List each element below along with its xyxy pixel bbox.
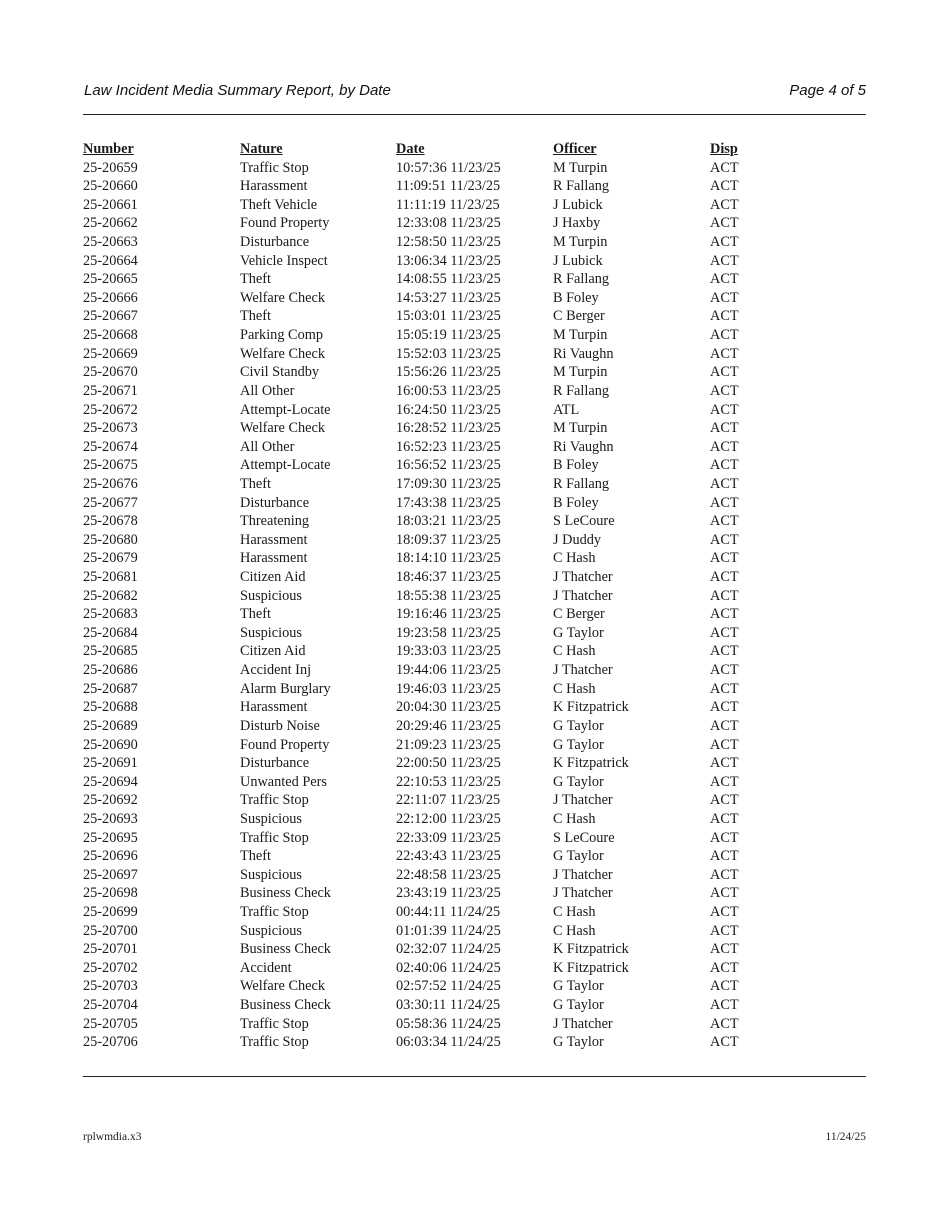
- incident-number: 25-20698: [83, 885, 138, 902]
- incident-date: 06:03:34 11/24/25: [396, 1034, 501, 1051]
- incident-number: 25-20662: [83, 215, 138, 232]
- incident-nature: Unwanted Pers: [240, 773, 327, 790]
- incident-disp: ACT: [710, 234, 739, 251]
- incident-date: 18:46:37 11/23/25: [396, 569, 501, 586]
- incident-officer: R Fallang: [553, 178, 609, 195]
- incident-number: 25-20706: [83, 1034, 138, 1051]
- incident-officer: S LeCoure: [553, 513, 615, 530]
- incident-disp: ACT: [710, 755, 739, 772]
- incident-officer: G Taylor: [553, 1034, 604, 1051]
- incident-nature: All Other: [240, 438, 295, 455]
- incident-number: 25-20675: [83, 457, 138, 474]
- incident-disp: ACT: [710, 699, 739, 716]
- incident-disp: ACT: [710, 1034, 739, 1051]
- incident-number: 25-20672: [83, 401, 138, 418]
- incident-number: 25-20679: [83, 550, 138, 567]
- incident-officer: C Berger: [553, 606, 605, 623]
- print-date: 11/24/25: [825, 1131, 866, 1143]
- incident-officer: J Thatcher: [553, 587, 613, 604]
- incident-disp: ACT: [710, 531, 739, 548]
- incident-disp: ACT: [710, 736, 739, 753]
- column-header-date: Date: [396, 141, 425, 157]
- incident-date: 18:55:38 11/23/25: [396, 587, 501, 604]
- incident-nature: Suspicious: [240, 922, 302, 939]
- incident-number: 25-20703: [83, 978, 138, 995]
- incident-date: 19:44:06 11/23/25: [396, 662, 501, 679]
- incident-officer: J Thatcher: [553, 792, 613, 809]
- incident-officer: C Berger: [553, 308, 605, 325]
- report-id: rplwmdia.x3: [83, 1131, 142, 1143]
- incident-date: 15:56:26 11/23/25: [396, 364, 501, 381]
- incident-disp: ACT: [710, 196, 739, 213]
- incident-disp: ACT: [710, 680, 739, 697]
- incident-disp: ACT: [710, 252, 739, 269]
- column-header-nature: Nature: [240, 141, 283, 157]
- incident-disp: ACT: [710, 159, 739, 176]
- incident-number: 25-20695: [83, 829, 138, 846]
- incident-officer: B Foley: [553, 457, 599, 474]
- incident-nature: Vehicle Inspect: [240, 252, 328, 269]
- incident-officer: C Hash: [553, 922, 596, 939]
- incident-officer: S LeCoure: [553, 829, 615, 846]
- page-number: Page 4 of 5: [789, 82, 866, 99]
- incident-nature: Suspicious: [240, 810, 302, 827]
- incident-number: 25-20689: [83, 717, 138, 734]
- incident-disp: ACT: [710, 773, 739, 790]
- incident-nature: Welfare Check: [240, 289, 325, 306]
- incident-date: 02:40:06 11/24/25: [396, 959, 501, 976]
- incident-disp: ACT: [710, 215, 739, 232]
- incident-disp: ACT: [710, 848, 739, 865]
- incident-number: 25-20659: [83, 159, 138, 176]
- incident-officer: G Taylor: [553, 848, 604, 865]
- incident-disp: ACT: [710, 494, 739, 511]
- incident-number: 25-20664: [83, 252, 138, 269]
- incident-number: 25-20666: [83, 289, 138, 306]
- incident-disp: ACT: [710, 903, 739, 920]
- incident-disp: ACT: [710, 885, 739, 902]
- incident-date: 16:00:53 11/23/25: [396, 382, 501, 399]
- incident-officer: J Thatcher: [553, 866, 613, 883]
- incident-number: 25-20678: [83, 513, 138, 530]
- incident-disp: ACT: [710, 792, 739, 809]
- incident-disp: ACT: [710, 587, 739, 604]
- incident-number: 25-20691: [83, 755, 138, 772]
- incident-date: 14:53:27 11/23/25: [396, 289, 501, 306]
- report-title: Law Incident Media Summary Report, by Date: [84, 82, 391, 99]
- incident-nature: Attempt-Locate: [240, 401, 331, 418]
- incident-nature: Threatening: [240, 513, 310, 530]
- incident-officer: C Hash: [553, 643, 596, 660]
- incident-date: 22:43:43 11/23/25: [396, 848, 501, 865]
- incident-disp: ACT: [710, 922, 739, 939]
- incident-nature: Traffic Stop: [240, 829, 309, 846]
- incident-number: 25-20688: [83, 699, 138, 716]
- incident-nature: All Other: [240, 382, 295, 399]
- incident-number: 25-20670: [83, 364, 138, 381]
- incident-nature: Suspicious: [240, 587, 302, 604]
- incident-nature: Welfare Check: [240, 420, 325, 437]
- incident-officer: M Turpin: [553, 159, 608, 176]
- incident-number: 25-20680: [83, 531, 138, 548]
- incident-nature: Theft: [240, 308, 271, 325]
- incident-number: 25-20694: [83, 773, 138, 790]
- incident-date: 18:09:37 11/23/25: [396, 531, 501, 548]
- incident-officer: J Thatcher: [553, 1015, 613, 1032]
- incident-date: 02:32:07 11/24/25: [396, 941, 501, 958]
- incident-officer: G Taylor: [553, 773, 604, 790]
- incident-number: 25-20687: [83, 680, 138, 697]
- incident-officer: J Duddy: [553, 531, 602, 548]
- incident-date: 05:58:36 11/24/25: [396, 1015, 501, 1032]
- incident-disp: ACT: [710, 438, 739, 455]
- incident-nature: Welfare Check: [240, 345, 325, 362]
- incident-disp: ACT: [710, 624, 739, 641]
- incident-disp: ACT: [710, 569, 739, 586]
- incident-disp: ACT: [710, 420, 739, 437]
- incident-nature: Theft: [240, 848, 271, 865]
- incident-nature: Welfare Check: [240, 978, 325, 995]
- incident-number: 25-20704: [83, 997, 138, 1014]
- incident-nature: Traffic Stop: [240, 903, 309, 920]
- incident-disp: ACT: [710, 866, 739, 883]
- incident-officer: J Lubick: [553, 252, 603, 269]
- incident-officer: G Taylor: [553, 717, 604, 734]
- incident-date: 03:30:11 11/24/25: [396, 997, 501, 1014]
- incident-number: 25-20702: [83, 959, 138, 976]
- incident-nature: Citizen Aid: [240, 569, 306, 586]
- incident-date: 22:10:53 11/23/25: [396, 773, 501, 790]
- incident-number: 25-20682: [83, 587, 138, 604]
- incident-disp: ACT: [710, 457, 739, 474]
- header-divider: [83, 114, 866, 115]
- incident-nature: Traffic Stop: [240, 1015, 309, 1032]
- incident-date: 16:24:50 11/23/25: [396, 401, 501, 418]
- incident-date: 16:56:52 11/23/25: [396, 457, 501, 474]
- incident-date: 12:58:50 11/23/25: [396, 234, 501, 251]
- incident-date: 12:33:08 11/23/25: [396, 215, 501, 232]
- incident-date: 21:09:23 11/23/25: [396, 736, 501, 753]
- incident-number: 25-20701: [83, 941, 138, 958]
- incident-number: 25-20661: [83, 196, 138, 213]
- incident-nature: Theft: [240, 606, 271, 623]
- incident-date: 19:16:46 11/23/25: [396, 606, 501, 623]
- incident-officer: K Fitzpatrick: [553, 699, 629, 716]
- incident-date: 15:52:03 11/23/25: [396, 345, 501, 362]
- incident-number: 25-20697: [83, 866, 138, 883]
- incident-date: 13:06:34 11/23/25: [396, 252, 501, 269]
- incident-officer: ATL: [553, 401, 580, 418]
- incident-date: 19:46:03 11/23/25: [396, 680, 501, 697]
- incident-officer: B Foley: [553, 289, 599, 306]
- incident-date: 10:57:36 11/23/25: [396, 159, 501, 176]
- incident-officer: Ri Vaughn: [553, 345, 614, 362]
- incident-disp: ACT: [710, 829, 739, 846]
- incident-number: 25-20665: [83, 271, 138, 288]
- incident-nature: Found Property: [240, 736, 330, 753]
- incident-date: 18:03:21 11/23/25: [396, 513, 501, 530]
- incident-nature: Harassment: [240, 531, 308, 548]
- incident-disp: ACT: [710, 513, 739, 530]
- incident-disp: ACT: [710, 643, 739, 660]
- incident-disp: ACT: [710, 662, 739, 679]
- incident-nature: Business Check: [240, 997, 331, 1014]
- incident-officer: C Hash: [553, 550, 596, 567]
- incident-officer: C Hash: [553, 903, 596, 920]
- incident-number: 25-20699: [83, 903, 138, 920]
- incident-number: 25-20683: [83, 606, 138, 623]
- incident-number: 25-20693: [83, 810, 138, 827]
- incident-number: 25-20676: [83, 475, 138, 492]
- incident-number: 25-20686: [83, 662, 138, 679]
- incident-disp: ACT: [710, 959, 739, 976]
- incident-date: 16:52:23 11/23/25: [396, 438, 501, 455]
- incident-disp: ACT: [710, 941, 739, 958]
- incident-officer: J Haxby: [553, 215, 601, 232]
- incident-disp: ACT: [710, 1015, 739, 1032]
- incident-nature: Harassment: [240, 550, 308, 567]
- incident-date: 02:57:52 11/24/25: [396, 978, 501, 995]
- incident-nature: Civil Standby: [240, 364, 320, 381]
- incident-officer: G Taylor: [553, 997, 604, 1014]
- incident-nature: Disturbance: [240, 755, 310, 772]
- incident-number: 25-20684: [83, 624, 138, 641]
- incident-number: 25-20668: [83, 327, 138, 344]
- incident-date: 20:29:46 11/23/25: [396, 717, 501, 734]
- incident-nature: Harassment: [240, 699, 308, 716]
- incident-number: 25-20690: [83, 736, 138, 753]
- incident-nature: Attempt-Locate: [240, 457, 331, 474]
- incident-date: 22:48:58 11/23/25: [396, 866, 501, 883]
- incident-date: 20:04:30 11/23/25: [396, 699, 501, 716]
- incident-nature: Found Property: [240, 215, 330, 232]
- incident-date: 01:01:39 11/24/25: [396, 922, 501, 939]
- incident-number: 25-20696: [83, 848, 138, 865]
- incident-disp: ACT: [710, 550, 739, 567]
- incident-officer: G Taylor: [553, 736, 604, 753]
- incident-disp: ACT: [710, 606, 739, 623]
- incident-officer: M Turpin: [553, 327, 608, 344]
- incident-nature: Disturbance: [240, 494, 310, 511]
- incident-number: 25-20671: [83, 382, 138, 399]
- incident-number: 25-20667: [83, 308, 138, 325]
- incident-number: 25-20685: [83, 643, 138, 660]
- column-header-disp: Disp: [710, 141, 738, 157]
- incident-nature: Traffic Stop: [240, 159, 309, 176]
- incident-number: 25-20681: [83, 569, 138, 586]
- incident-nature: Business Check: [240, 885, 331, 902]
- incident-date: 18:14:10 11/23/25: [396, 550, 501, 567]
- incident-officer: Ri Vaughn: [553, 438, 614, 455]
- incident-nature: Disturbance: [240, 234, 310, 251]
- incident-officer: J Thatcher: [553, 569, 613, 586]
- incident-nature: Parking Comp: [240, 327, 324, 344]
- incident-nature: Theft: [240, 271, 271, 288]
- incident-disp: ACT: [710, 997, 739, 1014]
- incident-number: 25-20660: [83, 178, 138, 195]
- incident-number: 25-20669: [83, 345, 138, 362]
- incident-nature: Disturb Noise: [240, 717, 320, 734]
- incident-nature: Accident Inj: [240, 662, 312, 679]
- incident-disp: ACT: [710, 271, 739, 288]
- incident-disp: ACT: [710, 382, 739, 399]
- column-header-number: Number: [83, 141, 134, 157]
- incident-disp: ACT: [710, 978, 739, 995]
- incident-date: 22:00:50 11/23/25: [396, 755, 501, 772]
- incident-officer: G Taylor: [553, 978, 604, 995]
- incident-nature: Suspicious: [240, 624, 302, 641]
- incident-nature: Suspicious: [240, 866, 302, 883]
- incident-date: 15:03:01 11/23/25: [396, 308, 501, 325]
- incident-number: 25-20700: [83, 922, 138, 939]
- incident-nature: Theft: [240, 475, 271, 492]
- incident-date: 16:28:52 11/23/25: [396, 420, 501, 437]
- incident-nature: Theft Vehicle: [240, 196, 318, 213]
- incident-officer: G Taylor: [553, 624, 604, 641]
- incident-date: 19:33:03 11/23/25: [396, 643, 501, 660]
- incident-disp: ACT: [710, 178, 739, 195]
- incident-officer: J Thatcher: [553, 662, 613, 679]
- footer-divider: [83, 1076, 866, 1077]
- incident-disp: ACT: [710, 327, 739, 344]
- incident-nature: Accident: [240, 959, 292, 976]
- incident-date: 23:43:19 11/23/25: [396, 885, 501, 902]
- incident-date: 22:12:00 11/23/25: [396, 810, 501, 827]
- incident-officer: R Fallang: [553, 271, 609, 288]
- incident-nature: Business Check: [240, 941, 331, 958]
- incident-disp: ACT: [710, 289, 739, 306]
- incident-date: 15:05:19 11/23/25: [396, 327, 501, 344]
- incident-officer: C Hash: [553, 680, 596, 697]
- incident-date: 22:11:07 11/23/25: [396, 792, 501, 809]
- incident-number: 25-20674: [83, 438, 138, 455]
- incident-officer: M Turpin: [553, 420, 608, 437]
- incident-nature: Harassment: [240, 178, 308, 195]
- incident-officer: B Foley: [553, 494, 599, 511]
- incident-officer: K Fitzpatrick: [553, 755, 629, 772]
- incident-nature: Alarm Burglary: [240, 680, 331, 697]
- incident-disp: ACT: [710, 364, 739, 381]
- incident-officer: K Fitzpatrick: [553, 959, 629, 976]
- incident-officer: J Lubick: [553, 196, 603, 213]
- incident-date: 17:43:38 11/23/25: [396, 494, 501, 511]
- incident-number: 25-20663: [83, 234, 138, 251]
- incident-date: 00:44:11 11/24/25: [396, 903, 501, 920]
- incident-number: 25-20673: [83, 420, 138, 437]
- incident-officer: R Fallang: [553, 382, 609, 399]
- incident-date: 17:09:30 11/23/25: [396, 475, 501, 492]
- incident-number: 25-20692: [83, 792, 138, 809]
- incident-officer: M Turpin: [553, 234, 608, 251]
- incident-disp: ACT: [710, 810, 739, 827]
- incident-disp: ACT: [710, 345, 739, 362]
- incident-disp: ACT: [710, 475, 739, 492]
- incident-date: 14:08:55 11/23/25: [396, 271, 501, 288]
- incident-officer: C Hash: [553, 810, 596, 827]
- incident-disp: ACT: [710, 308, 739, 325]
- column-header-officer: Officer: [553, 141, 597, 157]
- incident-disp: ACT: [710, 717, 739, 734]
- incident-disp: ACT: [710, 401, 739, 418]
- incident-date: 22:33:09 11/23/25: [396, 829, 501, 846]
- incident-officer: J Thatcher: [553, 885, 613, 902]
- incident-nature: Traffic Stop: [240, 1034, 309, 1051]
- incident-date: 11:09:51 11/23/25: [396, 178, 501, 195]
- incident-officer: K Fitzpatrick: [553, 941, 629, 958]
- incident-date: 11:11:19 11/23/25: [396, 196, 500, 213]
- incident-number: 25-20705: [83, 1015, 138, 1032]
- incident-number: 25-20677: [83, 494, 138, 511]
- incident-officer: M Turpin: [553, 364, 608, 381]
- incident-nature: Traffic Stop: [240, 792, 309, 809]
- incident-date: 19:23:58 11/23/25: [396, 624, 501, 641]
- incident-officer: R Fallang: [553, 475, 609, 492]
- incident-nature: Citizen Aid: [240, 643, 306, 660]
